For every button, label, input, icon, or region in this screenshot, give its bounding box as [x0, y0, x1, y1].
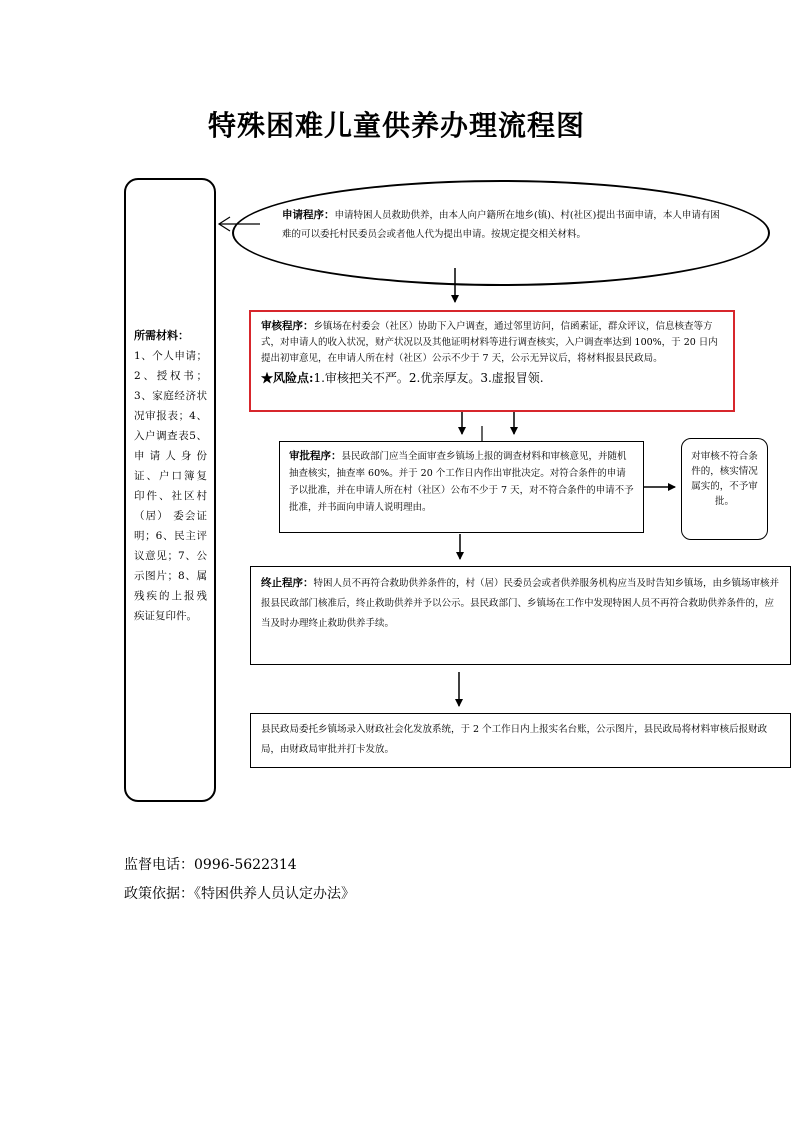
- materials-heading: 所需材料：: [134, 329, 189, 342]
- risk-label: ★风险点:: [261, 371, 314, 385]
- risk-text: 1.审核把关不严。2.优亲厚友。3.虚报冒领.: [313, 371, 544, 385]
- apply-step-text: 申请特困人员救助供养，由本人向户籍所在地乡(镇)、村(社区)提出书面申请，本人申请有困难的可以委托村民委员会或者他人代为提出申请。按规定提交相关材料。: [282, 210, 720, 240]
- page-title: 特殊困难儿童供养办理流程图: [207, 109, 585, 142]
- apply-step-label: 申请程序：: [282, 209, 335, 221]
- review-step-text: 乡镇场在村委会（社区）协助下入户调查，通过邻里访问，信函素证，群众评议，信息核查等方式，对申请人的收入状况，财产状况以及其他证明材料等进行调查核实，入户调查率达到 100%，于 20 日内提出初审意见，在申请人所在村（社区）公示不少于 7 天，公示无异议后，将材料报县民政局。: [261, 321, 718, 364]
- approve-step-label: 审批程序：: [289, 450, 342, 462]
- reject-node: 对审核不符合条件的，核实情况属实的，不予审批。: [681, 438, 768, 540]
- supervision-hotline: 监督电话：0996-5622314: [124, 857, 297, 873]
- terminate-step-text: 特困人员不再符合救助供养条件的，村（居）民委员会或者供养服务机构应当及时告知乡镇场，由乡镇场审核并报县民政部门核准后，终止救助供养并予以公示。县民政部门、乡镇场在工作中发现特困人员不再符合救助供养条件的，应当及时办理终止救助供养手续。: [261, 578, 780, 629]
- terminate-step-label: 终止程序：: [261, 577, 314, 589]
- arrow-apply-to-materials: [219, 217, 260, 231]
- finance-step-node: 县民政局委托乡镇场录入财政社会化发放系统，于 2 个工作日内上报实名台账，公示图片，县民政局将材料审核后报财政局，由财政局审批并打卡发放。: [250, 713, 791, 768]
- policy-basis: 政策依据：《特困供养人员认定办法》: [124, 886, 355, 902]
- materials-list: 1、个人申请；2、授权书；3、家庭经济状况审报表；4、入户调查表5、申请人身份证、户口簿复印件、社区村（居） 委会证明；6、民主评议意见；7、公示图片；8、属残疾的上报残疾证复印件。: [134, 350, 207, 622]
- approve-step-text: 县民政部门应当全面审查乡镇场上报的调查材料和审核意见，并随机抽查核实，抽查率 60%。并于 20 个工作日内作出审批决定。对符合条件的申请予以批准，并在申请人所在村（社区）公布不少于 7 天，对不符合条件的申请不予批准，并书面向申请人说明理由。: [289, 451, 634, 513]
- review-step-label: 审核程序：: [261, 320, 314, 332]
